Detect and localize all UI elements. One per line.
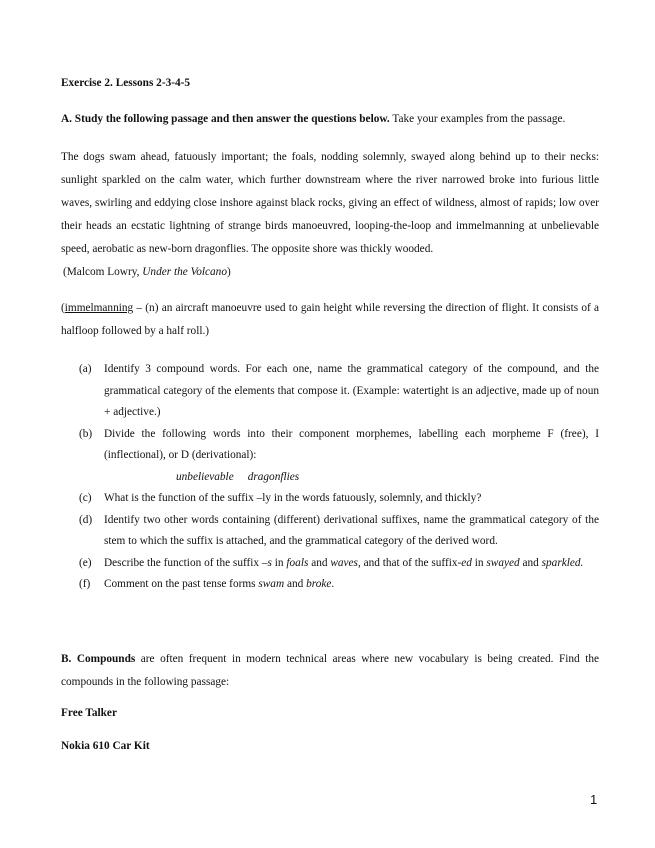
q-e-part: and	[519, 556, 542, 569]
word-swayed: swayed	[486, 556, 520, 569]
word-waves: waves	[330, 556, 358, 569]
word-dragonflies: dragonflies	[247, 470, 300, 483]
question-d	[79, 510, 599, 553]
exercise-title: Exercise 2. Lessons 2-3-4-5	[61, 77, 191, 89]
passage: The dogs swam ahead, fatuously important; the foals, nodding solemnly, swayed along behind up to their necks: sunlight sparkled on the calm water, which further downstream where the river narrowed broke into furious little waves, swirling and eddying close inshore against black rocks, giving an effect of wildness, almost of rapids; low over their heads an ecstatic lightning of strange birds manoeuvred, looping-the-loop and immelmanning at unbelievable speed, aerobatic as new-born dragonflies. The opposite shore was thickly wooded.	[61, 151, 599, 255]
citation-title: Under the Volcano	[142, 266, 227, 278]
morpheme-words	[104, 467, 599, 489]
page-number: 1	[590, 792, 598, 807]
question-e	[79, 553, 599, 575]
q-e-part: , and that of the suffix	[357, 556, 458, 569]
word-foals: foals	[286, 556, 309, 569]
question-label: (c)	[79, 492, 92, 504]
question-text: Identify 3 compound words. For each one, name the grammatical category of the compound, and the grammatical category of the elements that compose it. (Example: watertight is an adjective, made up of noun + adjective.)	[104, 363, 599, 418]
question-label: (f)	[79, 578, 91, 590]
question-c	[79, 488, 599, 510]
citation-author: (Malcom Lowry,	[63, 266, 143, 278]
gloss-definition: – (n) an aircraft manoeuvre used to gain height while reversing the direction of flight. It consists of a halfloop followed by a half roll.)	[61, 302, 599, 337]
q-f-part: .	[331, 578, 335, 590]
question-list	[79, 359, 599, 596]
question-text: Identify two other words containing (different) derivational suffixes, name the grammatical category of the stem to which the suffix is attached, and the grammatical category of the derived word.	[104, 513, 599, 547]
q-e-part: Describe the function of the suffix	[104, 556, 262, 569]
gloss-term: immelmanning	[64, 302, 134, 314]
q-e-part: and	[308, 556, 331, 569]
section-b	[61, 648, 599, 694]
word-broke: broke	[306, 578, 332, 590]
q-e-part: in	[471, 556, 487, 569]
q-f-part: Comment on the past tense forms	[104, 578, 259, 590]
q-f-part: and	[284, 578, 307, 590]
question-f	[79, 574, 599, 596]
section-a-heading: A. Study the following passage and then answer the questions below.	[61, 113, 390, 125]
suffix-ed: -ed	[457, 556, 472, 569]
question-text	[104, 553, 599, 575]
section-b-text: are often frequent in modern technical areas where new vocabulary is being created. Find the compounds in the following passage:	[61, 653, 599, 688]
suffix-s: –s	[261, 556, 272, 569]
section-b-heading: B. Compounds	[61, 653, 136, 665]
q-e-part: in	[271, 556, 287, 569]
free-talker-heading: Free Talker	[61, 707, 117, 719]
question-label: (d)	[79, 513, 93, 526]
citation	[63, 261, 601, 284]
citation-close: )	[226, 266, 231, 278]
section-a-instruction: Take your examples from the passage.	[389, 113, 566, 125]
question-text: What is the function of the suffix –ly in the words fatuously, solemnly, and thickly?	[104, 492, 482, 504]
nokia-heading: Nokia 610 Car Kit	[61, 740, 150, 752]
question-b-text: Divide the following words into their component morphemes, labelling each morpheme F (free), I (inflectional), or D (derivational):	[104, 427, 599, 461]
question-text	[104, 424, 599, 489]
question-b	[79, 424, 599, 489]
question-a	[79, 359, 599, 424]
question-label: (e)	[79, 556, 92, 569]
word-swam: swam	[258, 578, 285, 590]
question-label: (a)	[79, 363, 92, 375]
question-label: (b)	[79, 427, 93, 440]
gloss	[61, 297, 599, 343]
word-sparkled: sparkled.	[541, 556, 584, 569]
gloss-open: (	[61, 302, 65, 314]
question-text	[104, 574, 599, 596]
section-a-prompt	[61, 108, 599, 131]
word-unbelievable: unbelievable	[176, 470, 234, 483]
